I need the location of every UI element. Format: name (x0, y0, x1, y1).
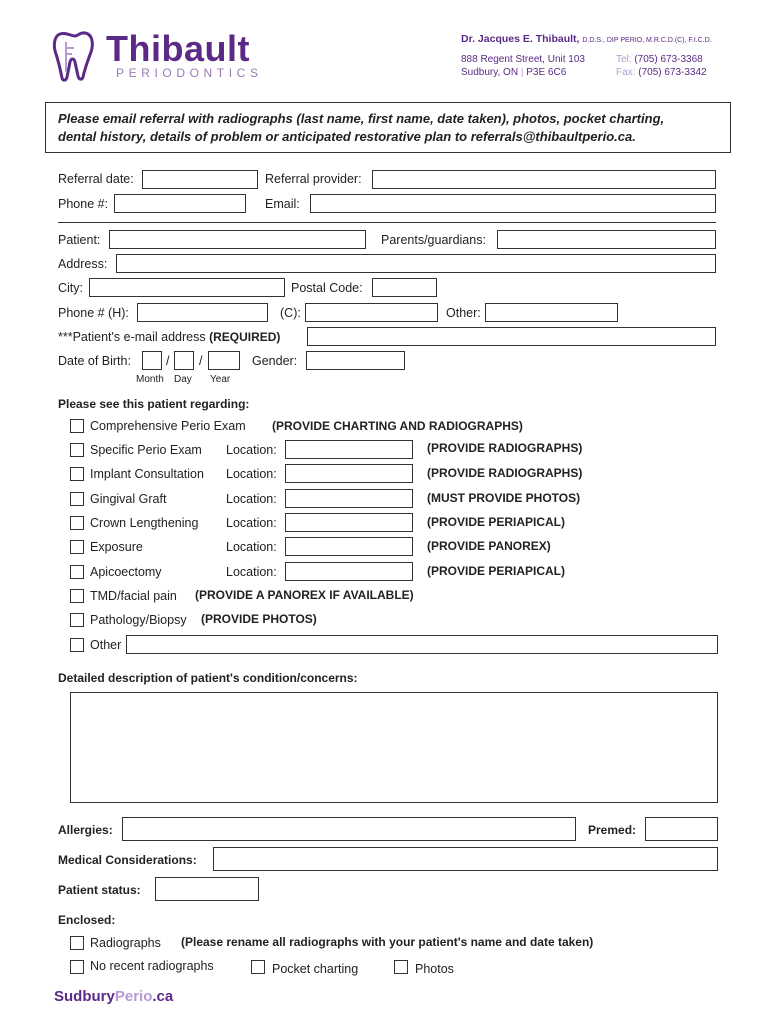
checkbox-comprehensive-perio-exam[interactable] (70, 419, 84, 433)
item-note-tmd: (PROVIDE A PANOREX IF AVAILABLE) (195, 588, 414, 602)
premed-input[interactable] (645, 817, 718, 841)
item-label-specific: Specific Perio Exam (90, 443, 202, 457)
required-note: (REQUIRED) (209, 330, 281, 344)
tel-label: Tel: (616, 54, 632, 65)
item-note-exposure: (PROVIDE PANOREX) (427, 539, 551, 553)
location-label-crown: Location: (226, 516, 277, 530)
referral-provider-label: Referral provider: (265, 172, 362, 186)
referral-phone-label: Phone #: (58, 197, 109, 211)
item-label-gingival: Gingival Graft (90, 492, 167, 506)
dob-label: Date of Birth: (58, 354, 131, 368)
divider (58, 222, 716, 223)
address-line2: Sudbury, ON | P3E 6C6 (461, 67, 567, 78)
location-input-specific[interactable] (285, 440, 413, 459)
postal-label: Postal Code: (291, 281, 363, 295)
location-input-gingival[interactable] (285, 489, 413, 508)
footer-website (54, 988, 173, 1005)
dob-year-input[interactable] (208, 351, 240, 370)
tel (616, 54, 703, 65)
item-label-exposure: Exposure (90, 540, 143, 554)
radiographs-note: (Please rename all radiographs with your patient's name and date taken) (181, 935, 594, 949)
checkbox-other[interactable] (70, 638, 84, 652)
location-label-specific: Location: (226, 443, 277, 457)
photos-label: Photos (415, 962, 454, 976)
notice-line1: Please email referral with radiographs (last name, first name, date taken), photos, pocket charting, (58, 111, 665, 126)
item-label-implant: Implant Consultation (90, 467, 204, 481)
referral-email-label: Email: (265, 197, 300, 211)
phone-cell-label: (C): (280, 306, 301, 320)
referral-phone-input[interactable] (114, 194, 246, 213)
item-label-other: Other (90, 638, 122, 652)
item-note-gingival: (MUST PROVIDE PHOTOS) (427, 491, 581, 505)
regarding-heading: Please see this patient regarding: (58, 397, 250, 411)
item-label-crown: Crown Lengthening (90, 516, 199, 530)
doctor-name-text: Dr. Jacques E. Thibault, (461, 33, 580, 45)
year-caption: Year (210, 374, 231, 385)
radiographs-label: Radiographs (90, 936, 161, 950)
location-label-apicoectomy: Location: (226, 565, 277, 579)
gender-input[interactable] (306, 351, 405, 370)
day-caption: Day (174, 374, 192, 385)
dob-day-input[interactable] (174, 351, 194, 370)
status-label: Patient status: (58, 883, 141, 897)
checkbox-crown-lengthening[interactable] (70, 516, 84, 530)
enclosed-label: Enclosed: (58, 913, 116, 927)
notice-line2: dental history, details of problem or anticipated restorative plan to referrals@thibaultperio.ca. (58, 129, 636, 144)
city-label: City: (58, 281, 83, 295)
item-label-apicoectomy: Apicoectomy (90, 565, 162, 579)
referral-date-input[interactable] (142, 170, 258, 189)
checkbox-specific-perio-exam[interactable] (70, 443, 84, 457)
location-input-exposure[interactable] (285, 537, 413, 556)
medical-input[interactable] (213, 847, 718, 871)
location-label-implant: Location: (226, 467, 277, 481)
premed-label: Premed: (588, 823, 637, 837)
city-input[interactable] (89, 278, 285, 297)
footer-site-c: .ca (152, 988, 174, 1005)
item-label-pathology: Pathology/Biopsy (90, 613, 187, 627)
footer-site-a: Sudbury (54, 988, 115, 1005)
postal-code: P3E 6C6 (526, 67, 567, 78)
item-note-specific: (PROVIDE RADIOGRAPHS) (427, 441, 583, 455)
location-input-crown[interactable] (285, 513, 413, 532)
patient-email-label (58, 330, 280, 344)
brand-name: Thibault (106, 28, 250, 69)
phone-home-input[interactable] (137, 303, 268, 322)
description-label: Detailed description of patient's condition/concerns: (58, 671, 358, 685)
checkbox-pocket-charting[interactable] (251, 960, 265, 974)
brand-subtitle: PERIODONTICS (116, 66, 263, 80)
dob-slash-1: / (166, 354, 170, 368)
location-input-apicoectomy[interactable] (285, 562, 413, 581)
notice-box (45, 102, 731, 153)
checkbox-tmd-facial-pain[interactable] (70, 589, 84, 603)
postal-input[interactable] (372, 278, 437, 297)
patient-email-label-text: ***Patient's e-mail address (58, 330, 206, 344)
checkbox-implant-consultation[interactable] (70, 467, 84, 481)
checkbox-radiographs[interactable] (70, 936, 84, 950)
address-input[interactable] (116, 254, 716, 273)
referral-provider-input[interactable] (372, 170, 716, 189)
location-label-exposure: Location: (226, 540, 277, 554)
address-line1: 888 Regent Street, Unit 103 (461, 54, 585, 65)
no-recent-label: No recent radiographs (90, 959, 214, 973)
tel-number: (705) 673-3368 (634, 54, 703, 65)
phone-other-input[interactable] (485, 303, 618, 322)
location-label-gingival: Location: (226, 492, 277, 506)
gender-label: Gender: (252, 354, 298, 368)
checkbox-pathology-biopsy[interactable] (70, 613, 84, 627)
item-note-comprehensive: (PROVIDE CHARTING AND RADIOGRAPHS) (272, 419, 523, 433)
doctor-name (461, 33, 712, 45)
item-note-implant: (PROVIDE RADIOGRAPHS) (427, 466, 583, 480)
status-input[interactable] (155, 877, 259, 901)
phone-cell-input[interactable] (305, 303, 438, 322)
checkbox-exposure[interactable] (70, 540, 84, 554)
footer-site-b: Perio (114, 988, 153, 1005)
allergies-label: Allergies: (58, 823, 113, 837)
parents-label: Parents/guardians: (381, 233, 486, 247)
medical-label: Medical Considerations: (58, 853, 197, 867)
fax-number: (705) 673-3342 (638, 67, 707, 78)
fax-label: Fax: (616, 67, 636, 78)
patient-label: Patient: (58, 233, 101, 247)
tooth-icon (52, 28, 98, 82)
other-input[interactable] (126, 635, 718, 654)
address-label: Address: (58, 257, 108, 271)
item-label-comprehensive: Comprehensive Perio Exam (90, 419, 246, 433)
item-note-pathology: (PROVIDE PHOTOS) (201, 612, 317, 626)
phone-home-label: Phone # (H): (58, 306, 129, 320)
description-textarea[interactable] (70, 692, 718, 803)
dob-month-input[interactable] (142, 351, 162, 370)
phone-other-label: Other: (446, 306, 481, 320)
month-caption: Month (136, 374, 164, 385)
allergies-input[interactable] (122, 817, 576, 841)
parents-input[interactable] (497, 230, 716, 249)
checkbox-no-recent-radiographs[interactable] (70, 960, 84, 974)
patient-input[interactable] (109, 230, 366, 249)
location-input-implant[interactable] (285, 464, 413, 483)
item-label-tmd: TMD/facial pain (90, 589, 177, 603)
referral-date-label: Referral date: (58, 172, 134, 186)
fax (616, 67, 707, 78)
logo (52, 28, 262, 84)
city-province: Sudbury, ON (461, 67, 519, 78)
item-note-apicoectomy: (PROVIDE PERIAPICAL) (427, 564, 566, 578)
referral-email-input[interactable] (310, 194, 716, 213)
item-note-crown: (PROVIDE PERIAPICAL) (427, 515, 566, 529)
doctor-credentials: D.D.S., DIP PERIO, M.R.C.D.(C), F.I.C.D. (582, 37, 712, 44)
pocket-label: Pocket charting (272, 962, 359, 976)
dob-slash-2: / (199, 354, 203, 368)
checkbox-gingival-graft[interactable] (70, 492, 84, 506)
checkbox-photos[interactable] (394, 960, 408, 974)
checkbox-apicoectomy[interactable] (70, 565, 84, 579)
patient-email-input[interactable] (307, 327, 716, 346)
